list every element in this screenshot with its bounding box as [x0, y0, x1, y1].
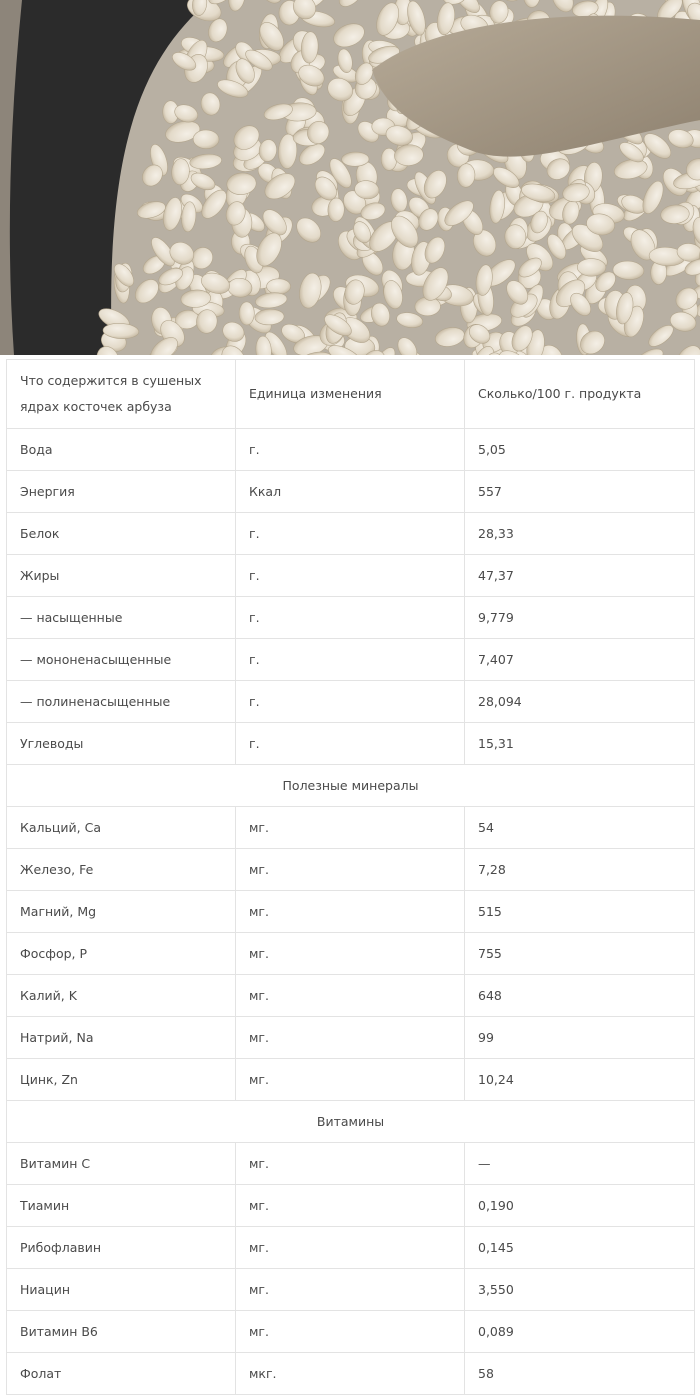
- cell-amount: 99: [465, 1017, 695, 1059]
- cell-nutrient: Ниацин: [7, 1269, 236, 1311]
- cell-amount: 54: [465, 807, 695, 849]
- table-row: [7, 1017, 695, 1059]
- cell-amount: 0,089: [465, 1311, 695, 1353]
- table-header-row: [7, 360, 695, 429]
- cell-unit: г.: [236, 555, 465, 597]
- cell-amount: 557: [465, 471, 695, 513]
- cell-nutrient: — полиненасыщенные: [7, 681, 236, 723]
- cell-unit: г.: [236, 597, 465, 639]
- table-row: [7, 681, 695, 723]
- seeds-photo-image: [0, 0, 700, 355]
- table-row: [7, 639, 695, 681]
- cell-unit: мг.: [236, 1311, 465, 1353]
- cell-nutrient: Фолат: [7, 1353, 236, 1395]
- cell-nutrient: Магний, Mg: [7, 891, 236, 933]
- cell-amount: 10,24: [465, 1059, 695, 1101]
- cell-unit: г.: [236, 639, 465, 681]
- cell-amount: 9,779: [465, 597, 695, 639]
- cell-amount: 3,550: [465, 1269, 695, 1311]
- vitamins-section: [7, 1101, 695, 1143]
- minerals-section-title: Полезные минералы: [7, 765, 695, 807]
- cell-amount: 28,094: [465, 681, 695, 723]
- cell-unit: г.: [236, 681, 465, 723]
- cell-amount: 7,28: [465, 849, 695, 891]
- table-row: [7, 555, 695, 597]
- cell-amount: 0,190: [465, 1185, 695, 1227]
- seeds-photo: [0, 0, 700, 355]
- table-row: [7, 975, 695, 1017]
- table-row: [7, 891, 695, 933]
- cell-unit: мг.: [236, 975, 465, 1017]
- cell-unit: мг.: [236, 1227, 465, 1269]
- cell-unit: г.: [236, 513, 465, 555]
- cell-nutrient: Вода: [7, 429, 236, 471]
- table-row: [7, 1269, 695, 1311]
- cell-nutrient: Цинк, Zn: [7, 1059, 236, 1101]
- cell-amount: 15,31: [465, 723, 695, 765]
- seed: [341, 152, 369, 167]
- cell-unit: г.: [236, 429, 465, 471]
- cell-nutrient: Белок: [7, 513, 236, 555]
- header-amount: Сколько/100 г. продукта: [465, 360, 695, 429]
- cell-unit: мкг.: [236, 1353, 465, 1395]
- header-nutrient: Что содержится в сушеных ядрах косточек арбуза: [7, 360, 236, 429]
- table-row: [7, 597, 695, 639]
- table-row: [7, 723, 695, 765]
- cell-unit: мг.: [236, 849, 465, 891]
- cell-amount: 5,05: [465, 429, 695, 471]
- cell-nutrient: Натрий, Na: [7, 1017, 236, 1059]
- table-row: [7, 1311, 695, 1353]
- cell-unit: мг.: [236, 1185, 465, 1227]
- cell-amount: 28,33: [465, 513, 695, 555]
- table-row: [7, 513, 695, 555]
- cell-nutrient: Калий, K: [7, 975, 236, 1017]
- cell-unit: мг.: [236, 1059, 465, 1101]
- cell-nutrient: Углеводы: [7, 723, 236, 765]
- cell-unit: мг.: [236, 1269, 465, 1311]
- cell-nutrient: Фосфор, P: [7, 933, 236, 975]
- table-row: [7, 1353, 695, 1395]
- cell-unit: мг.: [236, 933, 465, 975]
- cell-unit: Ккал: [236, 471, 465, 513]
- cell-nutrient: Тиамин: [7, 1185, 236, 1227]
- table-row: [7, 471, 695, 513]
- seed: [193, 130, 219, 149]
- cell-nutrient: Жиры: [7, 555, 236, 597]
- cell-amount: 0,145: [465, 1227, 695, 1269]
- cell-nutrient: Кальций, Ca: [7, 807, 236, 849]
- table-row: [7, 429, 695, 471]
- nutrition-table-wrap: [6, 359, 694, 1395]
- cell-nutrient: — мононенасыщенные: [7, 639, 236, 681]
- table-row: [7, 849, 695, 891]
- table-row: [7, 807, 695, 849]
- cell-nutrient: Рибофлавин: [7, 1227, 236, 1269]
- cell-amount: 515: [465, 891, 695, 933]
- header-unit: Единица изменения: [236, 360, 465, 429]
- seed: [577, 258, 606, 276]
- cell-nutrient: Энергия: [7, 471, 236, 513]
- cell-nutrient: Витамин C: [7, 1143, 236, 1185]
- cell-amount: 648: [465, 975, 695, 1017]
- cell-unit: мг.: [236, 1143, 465, 1185]
- table-row: [7, 1185, 695, 1227]
- cell-unit: мг.: [236, 807, 465, 849]
- cell-nutrient: — насыщенные: [7, 597, 236, 639]
- cell-unit: мг.: [236, 891, 465, 933]
- minerals-section: [7, 765, 695, 807]
- nutrition-table: [6, 359, 695, 1395]
- cell-amount: 755: [465, 933, 695, 975]
- cell-unit: г.: [236, 723, 465, 765]
- cell-nutrient: Витамин B6: [7, 1311, 236, 1353]
- cell-amount: —: [465, 1143, 695, 1185]
- table-row: [7, 1143, 695, 1185]
- table-row: [7, 933, 695, 975]
- table-row: [7, 1227, 695, 1269]
- cell-amount: 7,407: [465, 639, 695, 681]
- seed: [267, 279, 291, 294]
- table-row: [7, 1059, 695, 1101]
- cell-amount: 58: [465, 1353, 695, 1395]
- vitamins-section-title: Витамины: [7, 1101, 695, 1143]
- seed: [381, 148, 397, 170]
- cell-unit: мг.: [236, 1017, 465, 1059]
- cell-amount: 47,37: [465, 555, 695, 597]
- cell-nutrient: Железо, Fe: [7, 849, 236, 891]
- seed: [239, 302, 254, 325]
